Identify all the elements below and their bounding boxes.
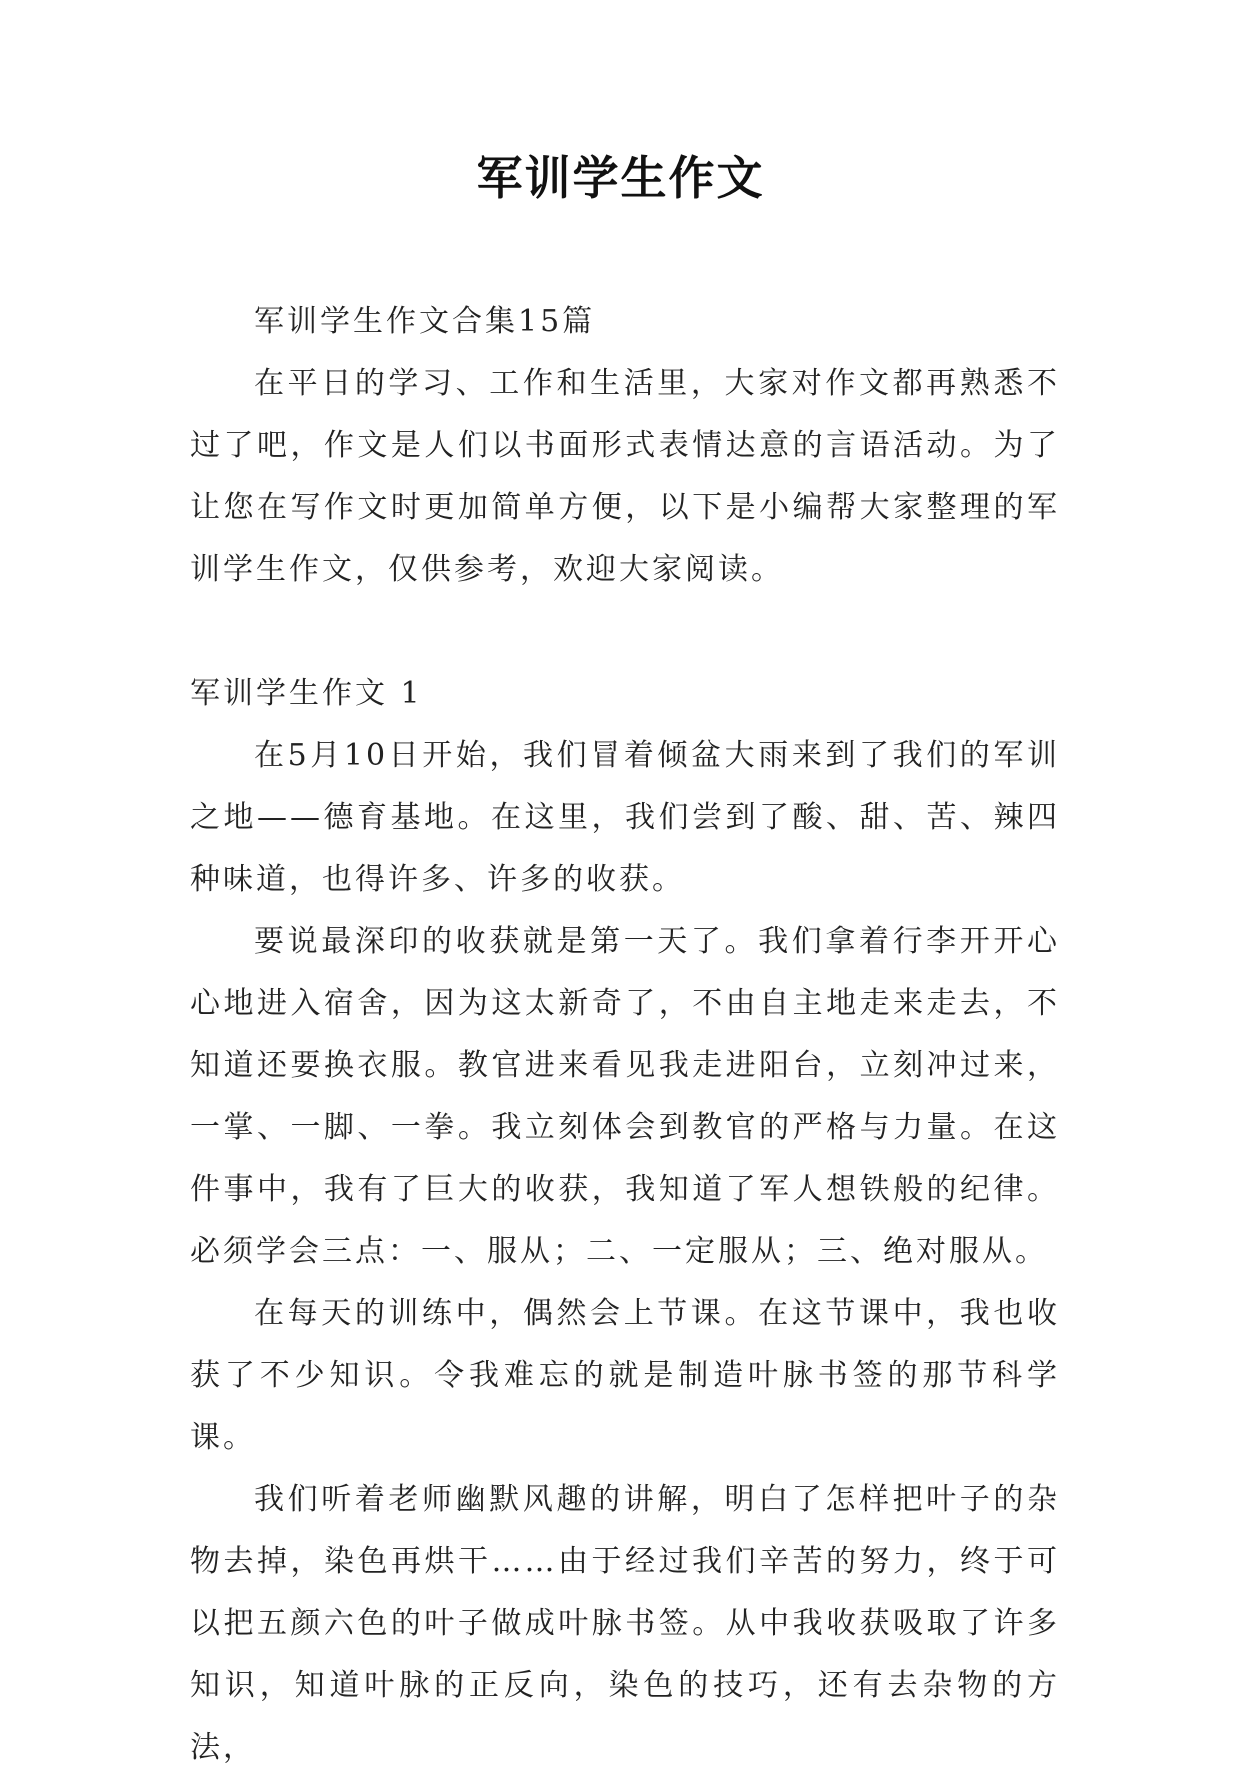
essay-paragraph: 在5月10日开始，我们冒着倾盆大雨来到了我们的军训之地——德育基地。在这里，我们尝到了酸、甜、苦、辣四种味道，也得许多、许多的收获。 [190, 738, 1060, 897]
collection-subtitle: 军训学生作文合集15篇 [254, 304, 596, 339]
essay-paragraph: 在每天的训练中，偶然会上节课。在这节课中，我也收获了不少知识。令我难忘的就是制造叶脉书签的那节科学课。 [190, 1296, 1060, 1455]
document-title: 军训学生作文 [476, 151, 765, 205]
essay-paragraph: 要说最深印的收获就是第一天了。我们拿着行李开开心心地进入宿舍，因为这太新奇了，不由自主地走来走去，不知道还要换衣服。教官进来看见我走进阳台，立刻冲过来，一掌、一脚、一拳。我立刻体会到教官的严格与力量。在这件事中，我有了巨大的收获，我知道了军人想铁般的纪律。必须学会三点：一、服从；二、一定服从；三、绝对服从。 [190, 924, 1060, 1269]
document-body [190, 291, 1060, 1779]
essay-paragraph: 我们听着老师幽默风趣的讲解，明白了怎样把叶子的杂物去掉，染色再烘干……由于经过我们辛苦的努力，终于可以把五颜六色的叶子做成叶脉书签。从中我收获吸取了许多知识，知道叶脉的正反向，染色的技巧，还有去杂物的方法， [190, 1482, 1060, 1765]
intro-paragraph: 在平日的学习、工作和生活里，大家对作文都再熟悉不过了吧，作文是人们以书面形式表情达意的言语活动。为了让您在写作文时更加简单方便，以下是小编帮大家整理的军训学生作文，仅供参考，欢迎大家阅读。 [190, 366, 1060, 587]
section-heading: 军训学生作文 1 [190, 676, 423, 711]
